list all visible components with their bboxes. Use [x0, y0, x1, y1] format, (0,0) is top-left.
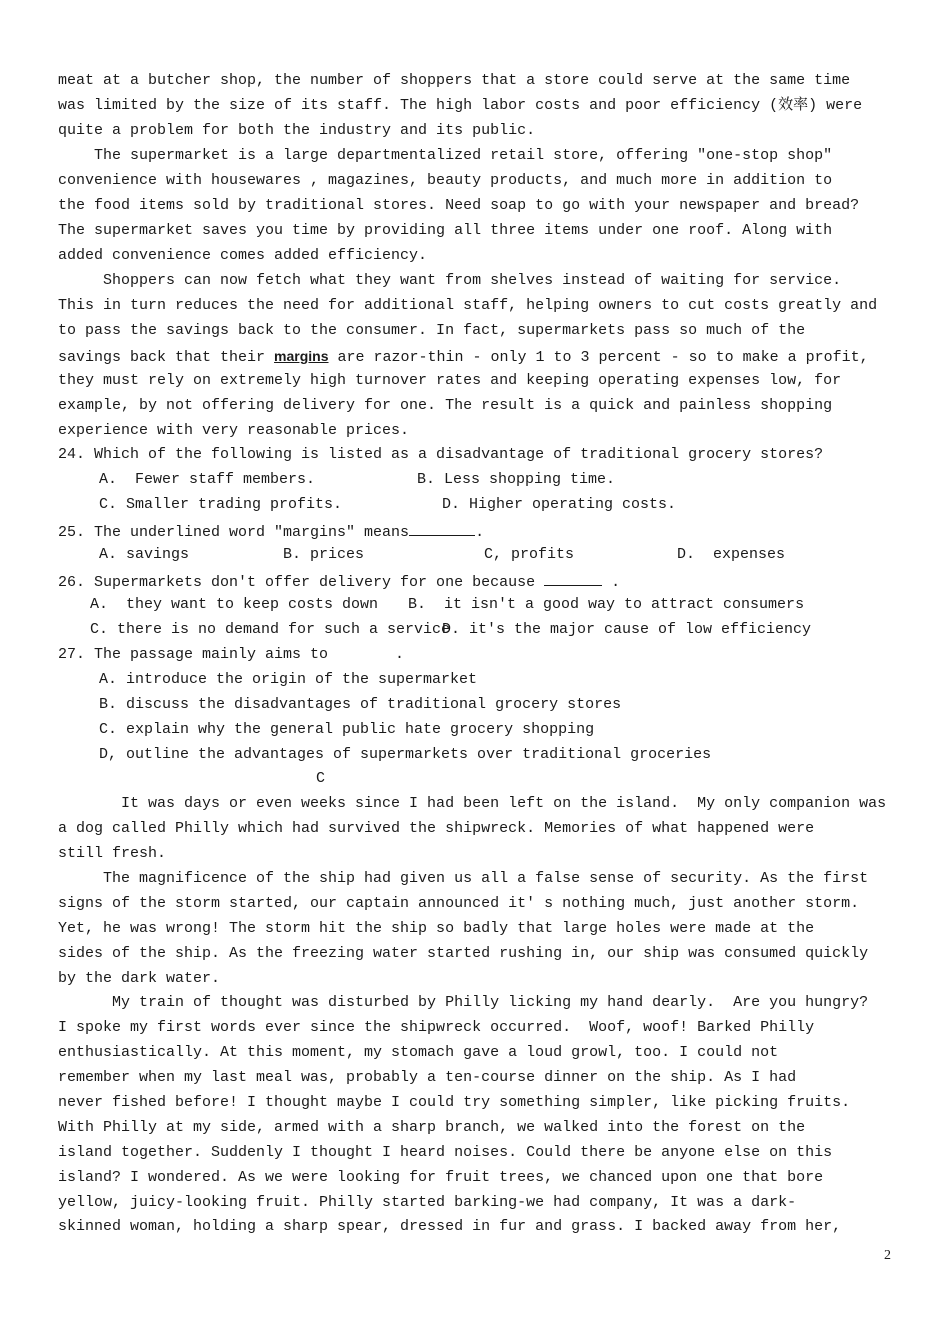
question-24-option-c: C. Smaller trading profits. — [99, 496, 343, 513]
page-number: 2 — [884, 1248, 891, 1263]
question-27-option-c: C. explain why the general public hate grocery shopping — [99, 721, 595, 738]
text-line: a dog called Philly which had survived the shipwreck. Memories of what happened were — [58, 820, 815, 837]
text-line: convenience with housewares , magazines, beauty products, and much more in addition to — [58, 172, 833, 189]
text-line: I spoke my first words ever since the shipwreck occurred. Woof, woof! Barked Philly — [58, 1019, 815, 1036]
text-line: was limited by the size of its staff. The high labor costs and poor efficiency (效率) were — [58, 97, 863, 114]
text-line: The magnificence of the ship had given us all a false sense of security. As the first — [58, 870, 869, 887]
text-segment: savings back that their — [58, 349, 275, 366]
text-line: The supermarket saves you time by providing all three items under one roof. Along with — [58, 222, 833, 239]
question-24-option-b: B. Less shopping time. — [417, 471, 616, 488]
text-line: never fished before! I thought maybe I could try something simpler, like picking fruits. — [58, 1094, 851, 1111]
question-25-option-c: C, profits — [484, 546, 575, 563]
text-line: by the dark water. — [58, 970, 221, 987]
text-line: island together. Suddenly I thought I heard noises. Could there be anyone else on this — [58, 1144, 833, 1161]
text-line: enthusiastically. At this moment, my stomach gave a loud growl, too. I could not — [58, 1044, 779, 1061]
text-line: sides of the ship. As the freezing water started rushing in, our ship was consumed quickly — [58, 945, 869, 962]
question-25-option-a: A. savings — [99, 546, 190, 563]
text-line: Yet, he was wrong! The storm hit the ship so badly that large holes were made at the — [58, 920, 815, 937]
text-line: experience with very reasonable prices. — [58, 422, 410, 439]
text-line: With Philly at my side, armed with a sharp branch, we walked into the forest on the — [58, 1119, 806, 1136]
question-26-end: . — [602, 574, 621, 591]
text-line: to pass the savings back to the consumer. In fact, supermarkets pass so much of the — [58, 322, 806, 339]
text-line: My train of thought was disturbed by Philly licking my hand dearly. Are you hungry? — [58, 994, 869, 1011]
text-line: skinned woman, holding a sharp spear, dressed in fur and grass. I backed away from her, — [58, 1218, 842, 1235]
text-line: This in turn reduces the need for additional staff, helping owners to cut costs greatly and — [58, 297, 878, 314]
question-27-option-d: D, outline the advantages of supermarkets over traditional groceries — [99, 746, 712, 763]
text-line: they must rely on extremely high turnover rates and keeping operating expenses low, for — [58, 372, 842, 389]
text-line: yellow, juicy-looking fruit. Philly started barking-we had company, It was a dark- — [58, 1194, 797, 1211]
question-25-option-d: D. expenses — [677, 546, 786, 563]
text-line: example, by not offering delivery for one. The result is a quick and painless shopping — [58, 397, 833, 414]
text-line: The supermarket is a large departmentalized retail store, offering "one-stop shop" — [58, 147, 833, 164]
question-27-end: . — [395, 646, 405, 663]
text-line: island? I wondered. As we were looking for fruit trees, we chanced upon one that bore — [58, 1169, 824, 1186]
question-26-text: 26. Supermarkets don't offer delivery for one because — [58, 574, 545, 591]
answer-blank — [544, 571, 602, 586]
question-25-end: . — [475, 524, 485, 541]
question-26-option-c: C. there is no demand for such a service — [90, 621, 451, 638]
text-line: still fresh. — [58, 845, 167, 862]
question-24-stem: 24. Which of the following is listed as a disadvantage of traditional grocery stores? — [58, 446, 824, 463]
question-25-text: 25. The underlined word "margins" means — [58, 524, 410, 541]
question-27-option-b: B. discuss the disadvantages of traditional grocery stores — [99, 696, 622, 713]
question-27-text: 27. The passage mainly aims to — [58, 646, 329, 663]
text-segment: are razor-thin - only 1 to 3 percent - so to make a profit, — [328, 349, 869, 366]
text-line: remember when my last meal was, probably a ten-course dinner on the ship. As I had — [58, 1069, 797, 1086]
question-24-option-a: A. Fewer staff members. — [99, 471, 316, 488]
underlined-word-margins: margins — [274, 348, 329, 364]
question-26-option-d: D. it's the major cause of low efficiency — [442, 621, 812, 638]
text-line: Shoppers can now fetch what they want from shelves instead of waiting for service. — [58, 272, 842, 289]
text-line: quite a problem for both the industry and its public. — [58, 122, 536, 139]
text-line-margins — [58, 347, 869, 367]
question-25-stem — [58, 521, 484, 542]
text-line: added convenience comes added efficiency. — [58, 247, 428, 264]
answer-blank — [409, 521, 475, 536]
text-line: meat at a butcher shop, the number of shoppers that a store could serve at the same time — [58, 72, 851, 89]
question-24-option-d: D. Higher operating costs. — [442, 496, 677, 513]
question-25-option-b: B. prices — [283, 546, 365, 563]
text-line: It was days or even weeks since I had been left on the island. My only companion was — [58, 795, 887, 812]
section-heading-c: C — [316, 770, 326, 787]
question-26-option-b: B. it isn't a good way to attract consumers — [408, 596, 805, 613]
text-line: signs of the storm started, our captain announced it' s nothing much, just another storm. — [58, 895, 860, 912]
question-26-option-a: A. they want to keep costs down — [90, 596, 379, 613]
question-26-stem — [58, 571, 620, 592]
question-27-stem — [58, 646, 404, 664]
text-line: the food items sold by traditional stores. Need soap to go with your newspaper and bread? — [58, 197, 860, 214]
question-27-option-a: A. introduce the origin of the supermarket — [99, 671, 478, 688]
